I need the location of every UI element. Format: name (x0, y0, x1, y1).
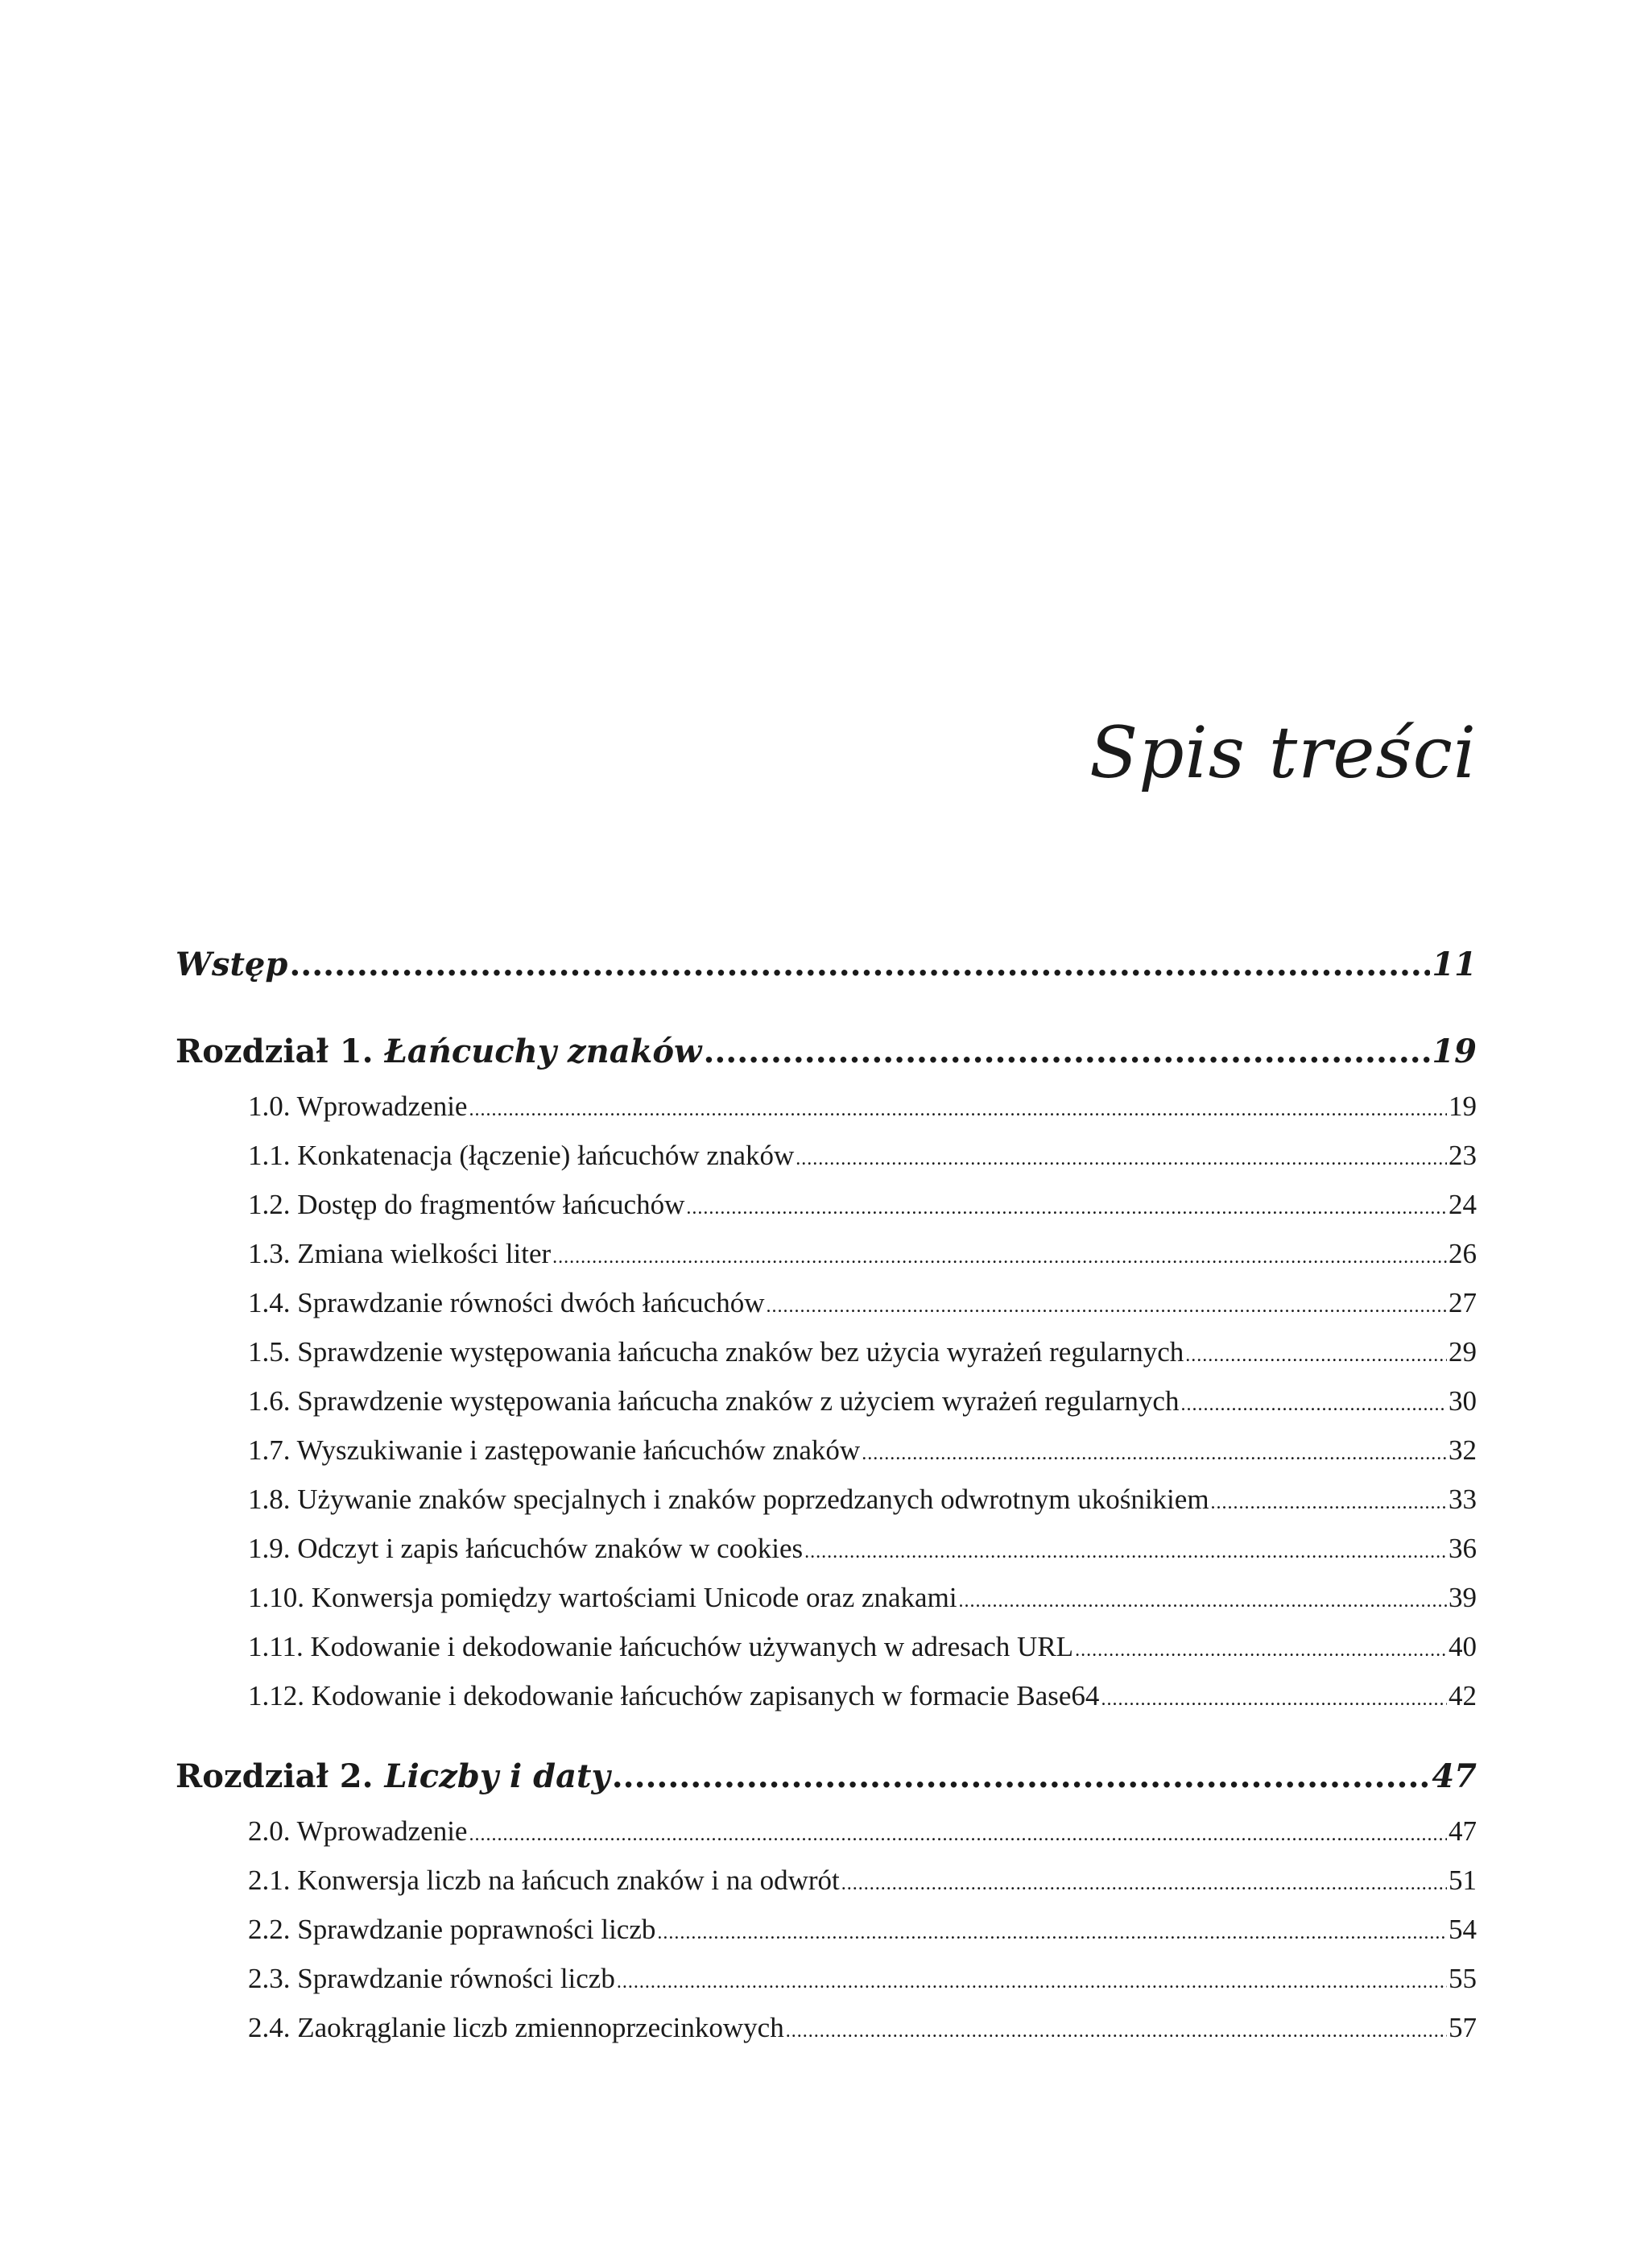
dot-leader (1211, 1482, 1447, 1521)
toc-section-label: 2.0. Wprowadzenie (248, 1815, 468, 1847)
toc-section[interactable] (248, 1236, 1477, 1275)
toc-section-page: 39 (1449, 1582, 1477, 1613)
toc-entry-label: Wstęp (176, 946, 288, 983)
toc-chapter-label (176, 1031, 701, 1073)
toc-entry-page: 47 (1432, 1757, 1477, 1795)
toc-section-label: 2.1. Konwersja liczb na łańcuch znaków i na odwrót (248, 1864, 840, 1896)
dot-leader (959, 1580, 1447, 1619)
toc-section[interactable] (248, 1580, 1477, 1619)
toc-section-label: 2.3. Sprawdzanie równości liczb (248, 1963, 615, 1994)
toc-section-label: 1.1. Konkatenacja (łączenie) łańcuchów znaków (248, 1140, 795, 1171)
dot-leader (657, 1912, 1447, 1951)
dot-leader (703, 1031, 1430, 1073)
toc-section-label: 1.0. Wprowadzenie (248, 1091, 468, 1122)
dot-leader (469, 1089, 1447, 1128)
toc-entry-page: 11 (1432, 946, 1477, 983)
toc-section[interactable] (248, 1089, 1477, 1128)
dot-leader (686, 1187, 1447, 1226)
toc-section[interactable] (248, 1384, 1477, 1422)
toc-section-page: 27 (1449, 1287, 1477, 1318)
toc-section[interactable] (248, 1335, 1477, 1373)
toc-section-page: 19 (1449, 1091, 1477, 1122)
chapter-title: Liczby i daty (384, 1757, 610, 1795)
toc-section-page: 36 (1449, 1533, 1477, 1564)
toc-section[interactable] (248, 1678, 1477, 1717)
toc-section[interactable] (248, 1961, 1477, 2000)
toc-chapter-label (176, 1756, 610, 1798)
toc-section-label: 1.12. Kodowanie i dekodowanie łańcuchów zapisanych w formacie Base64 (248, 1680, 1100, 1711)
chapter-number: Rozdział 2. (176, 1757, 374, 1795)
dot-leader (796, 1138, 1447, 1177)
toc-section-label: 1.10. Konwersja pomiędzy wartościami Unicode oraz znakami (248, 1582, 957, 1613)
toc-section-page: 30 (1449, 1385, 1477, 1417)
page-title: Spis treści (1089, 711, 1477, 794)
dot-leader (804, 1531, 1447, 1570)
toc-section-page: 29 (1449, 1336, 1477, 1368)
dot-leader (552, 1236, 1447, 1275)
toc-section-label: 1.8. Używanie znaków specjalnych i znaków poprzedzanych odwrotnym ukośnikiem (248, 1484, 1209, 1515)
toc-section-label: 1.4. Sprawdzanie równości dwóch łańcuchów (248, 1287, 765, 1318)
chapter-number: Rozdział 1. (176, 1033, 374, 1070)
toc-section-page: 23 (1449, 1140, 1477, 1171)
toc-section[interactable] (248, 1285, 1477, 1324)
dot-leader (786, 2010, 1447, 2049)
toc-chapter-1[interactable] (176, 1031, 1477, 1073)
toc-section-page: 57 (1449, 2012, 1477, 2043)
dot-leader (1101, 1678, 1447, 1717)
dot-leader (862, 1433, 1447, 1471)
toc-section-page: 55 (1449, 1963, 1477, 1994)
toc-section-label: 1.3. Zmiana wielkości liter (248, 1238, 552, 1269)
toc-section[interactable] (248, 1433, 1477, 1471)
toc-section-label: 1.11. Kodowanie i dekodowanie łańcuchów używanych w adresach URL (248, 1631, 1074, 1662)
toc-section-label: 2.2. Sprawdzanie poprawności liczb (248, 1914, 656, 1945)
dot-leader (617, 1961, 1447, 2000)
toc-section[interactable] (248, 1863, 1477, 1902)
toc-section[interactable] (248, 1482, 1477, 1521)
toc-section-page: 51 (1449, 1864, 1477, 1896)
toc-section-page: 32 (1449, 1434, 1477, 1466)
toc-section-label: 1.7. Wyszukiwanie i zastępowanie łańcuchów znaków (248, 1434, 861, 1466)
dot-leader (289, 944, 1430, 986)
toc-chapter-2[interactable] (176, 1756, 1477, 1798)
dot-leader (1075, 1629, 1447, 1668)
toc-section-label: 1.2. Dostęp do fragmentów łańcuchów (248, 1189, 685, 1220)
toc-section[interactable] (248, 1629, 1477, 1668)
toc-section-page: 26 (1449, 1238, 1477, 1269)
toc-section-label: 1.9. Odczyt i zapis łańcuchów znaków w cookies (248, 1533, 804, 1564)
chapter-title: Łańcuchy znaków (384, 1033, 702, 1070)
toc-section-page: 54 (1449, 1914, 1477, 1945)
dot-leader (1185, 1335, 1447, 1373)
dot-leader (766, 1285, 1447, 1324)
toc-section-page: 40 (1449, 1631, 1477, 1662)
toc-section[interactable] (248, 1912, 1477, 1951)
toc-section-page: 33 (1449, 1484, 1477, 1515)
dot-leader (612, 1756, 1431, 1798)
dot-leader (469, 1814, 1447, 1852)
toc-section[interactable] (248, 1814, 1477, 1852)
toc-section-page: 24 (1449, 1189, 1477, 1220)
toc-section[interactable] (248, 2010, 1477, 2049)
toc-section-label: 1.5. Sprawdzenie występowania łańcucha znaków bez użycia wyrażeń regularnych (248, 1336, 1184, 1368)
dot-leader (841, 1863, 1447, 1902)
toc-section[interactable] (248, 1531, 1477, 1570)
toc-section-page: 42 (1449, 1680, 1477, 1711)
toc-section-page: 47 (1449, 1815, 1477, 1847)
dot-leader (1180, 1384, 1447, 1422)
toc-entry-intro[interactable] (176, 944, 1477, 986)
toc-section[interactable] (248, 1138, 1477, 1177)
toc-entry-page: 19 (1432, 1033, 1477, 1070)
toc-section-label: 2.4. Zaokrąglanie liczb zmiennoprzecinkowych (248, 2012, 784, 2043)
toc-section[interactable] (248, 1187, 1477, 1226)
toc-section-label: 1.6. Sprawdzenie występowania łańcucha znaków z użyciem wyrażeń regularnych (248, 1385, 1180, 1417)
